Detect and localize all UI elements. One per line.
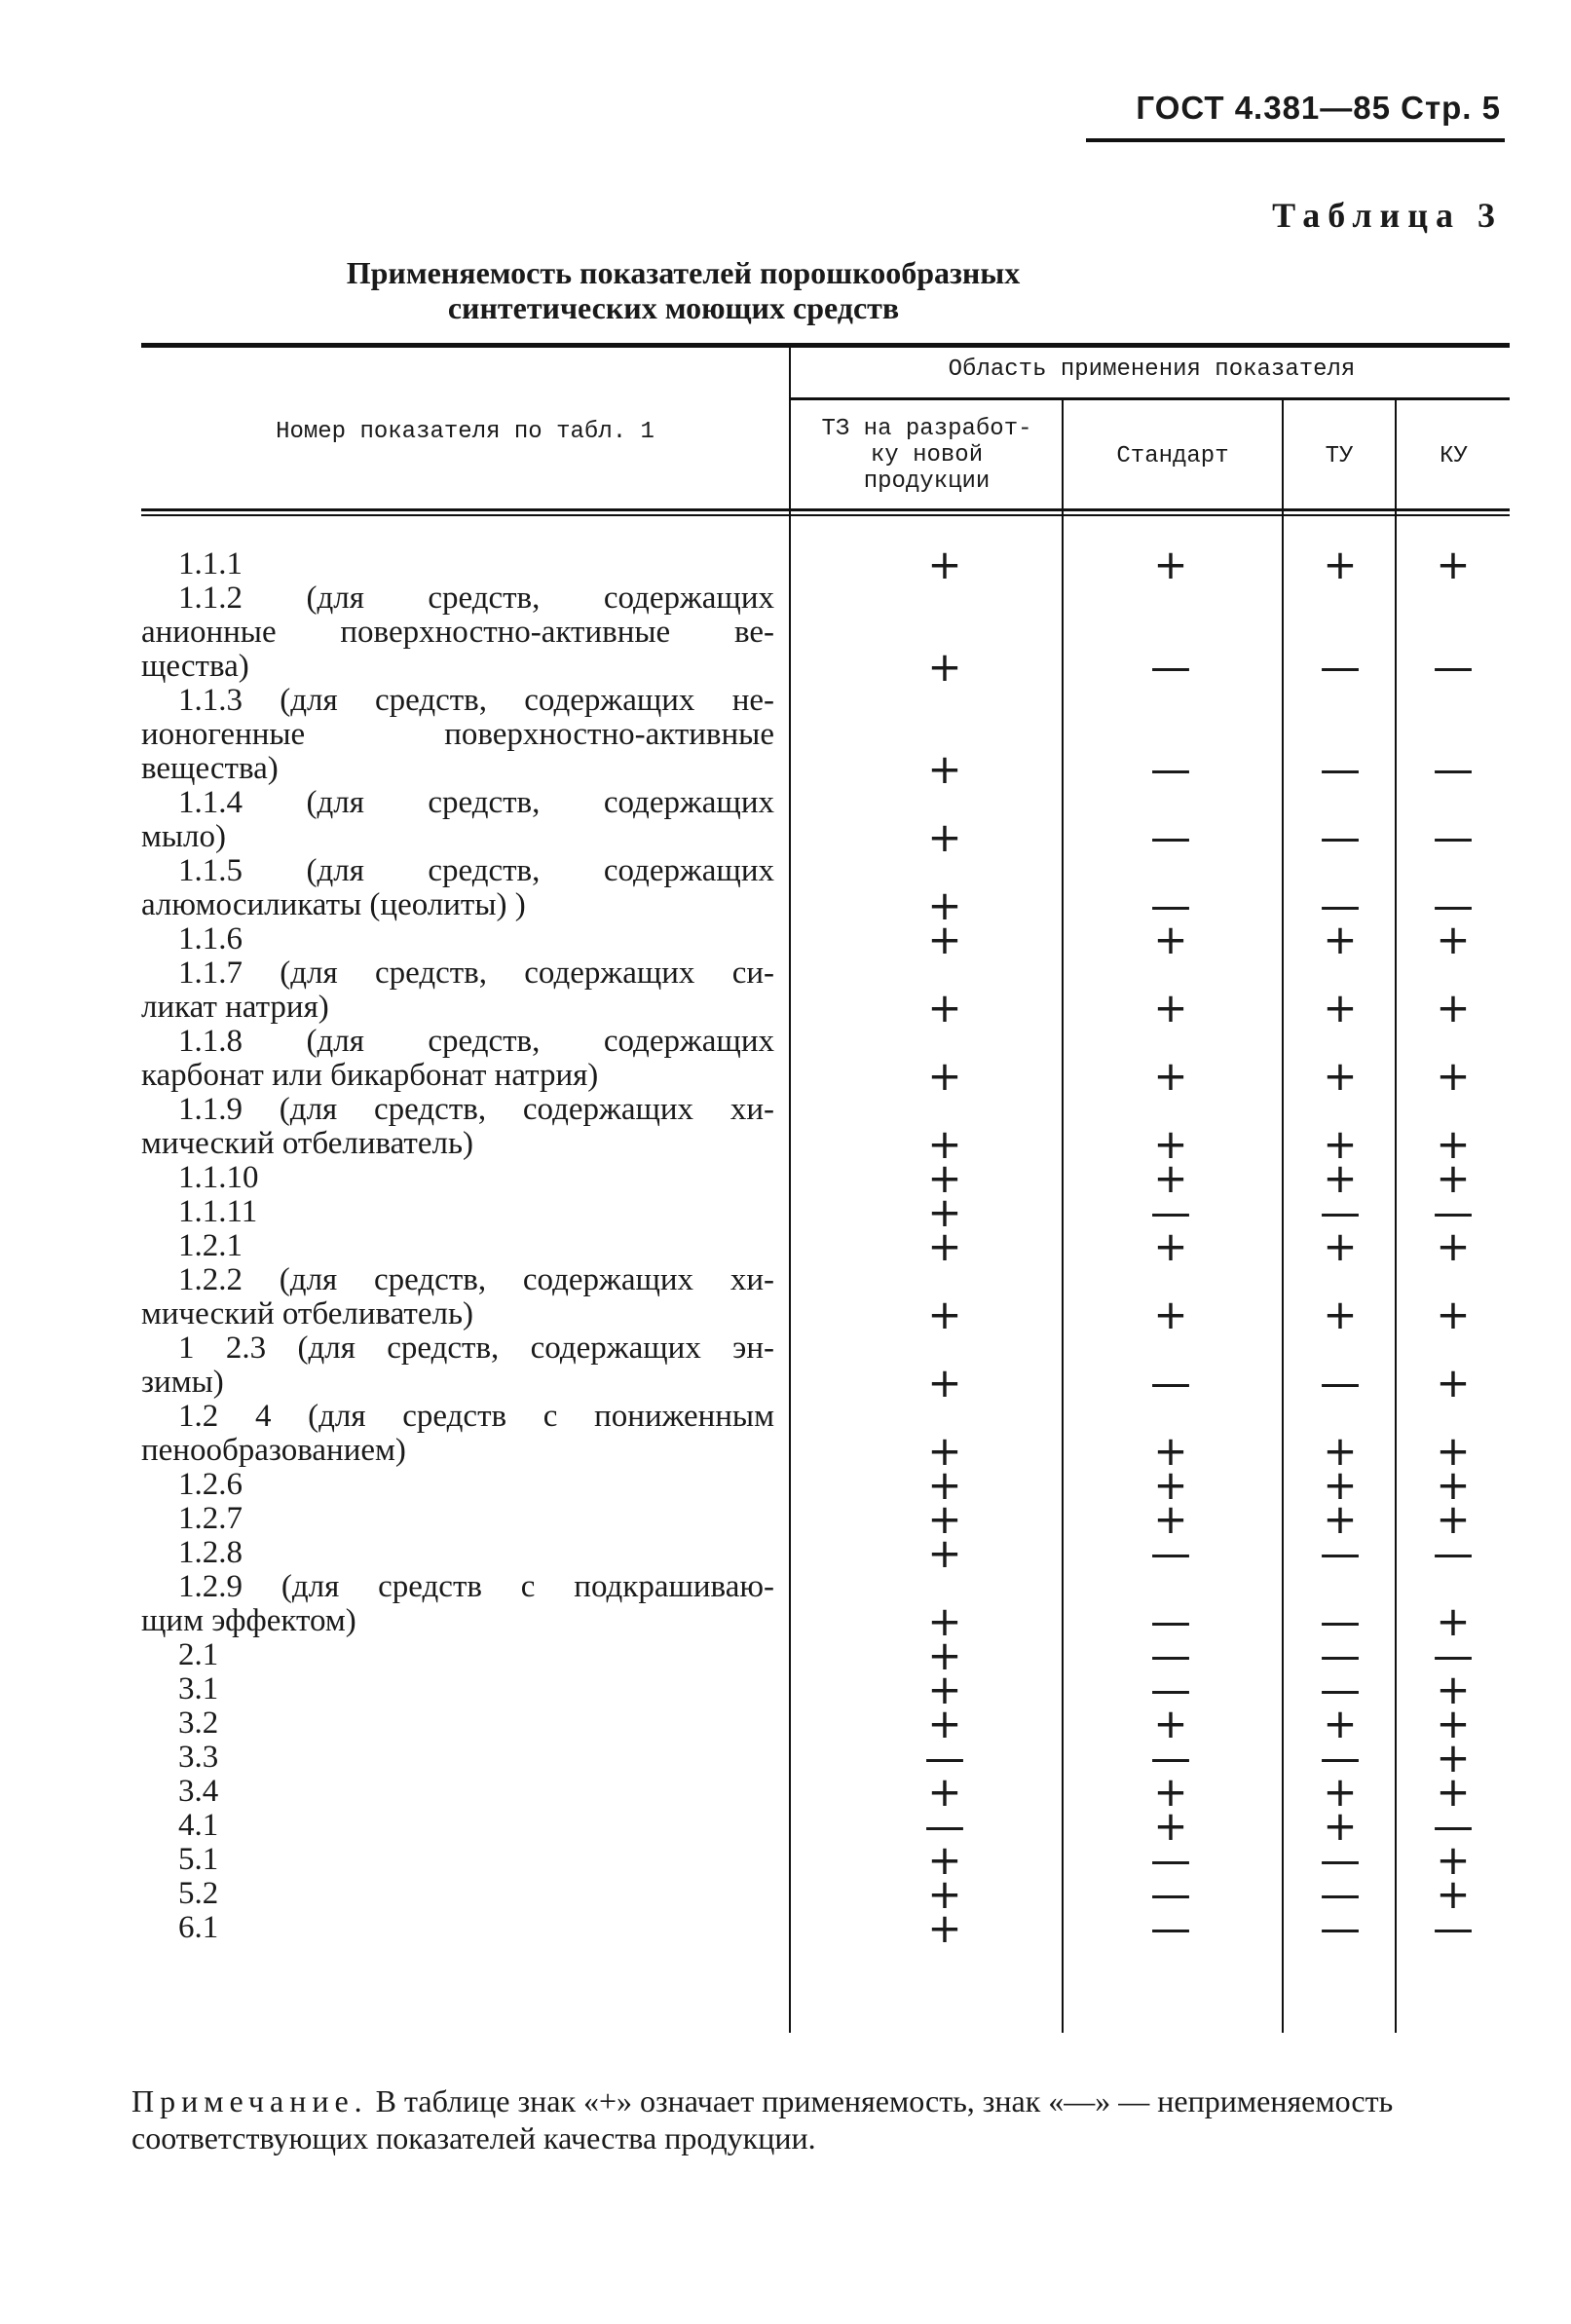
row-label-line: ионогенные поверхностно-активные	[141, 717, 774, 752]
table-mark: —	[1320, 643, 1361, 691]
table-mark: +	[927, 1597, 962, 1645]
table-mark: —	[1320, 1904, 1361, 1952]
table-row-label	[141, 684, 774, 786]
note-text: В таблице знак «+» означает применяемость, знак «—» — неприменяемость соответствующих показателей качества продукции.	[131, 2083, 1394, 2155]
table-mark: +	[1323, 1495, 1358, 1543]
row-label-line: анионные поверхностно-активные ве-	[141, 615, 774, 650]
table-mark: —	[1320, 1666, 1361, 1713]
table-row-label	[141, 1331, 774, 1400]
table-mark: —	[1150, 881, 1191, 929]
table-mark: +	[1153, 1802, 1188, 1850]
header-bottom-rule-2	[141, 514, 1510, 516]
table-mark: —	[1320, 1359, 1361, 1406]
row-label-line: зимы)	[141, 1365, 224, 1400]
table-mark: +	[1436, 1734, 1471, 1781]
table-mark: +	[927, 1359, 962, 1406]
table-mark: +	[927, 984, 962, 1031]
table-mark: +	[1153, 1222, 1188, 1270]
table-mark: —	[1320, 1836, 1361, 1884]
table-mark: —	[1150, 745, 1191, 793]
table-mark: +	[927, 1154, 962, 1202]
table-mark: +	[1436, 1291, 1471, 1338]
column-header-standard: Стандарт	[1116, 443, 1229, 469]
row-label-line: 3.3	[178, 1740, 219, 1775]
row-label-line: 1.1.6	[178, 921, 243, 956]
table-mark: —	[924, 1802, 965, 1850]
table-mark: —	[1320, 1188, 1361, 1236]
column-group-header: Область применения показателя	[948, 356, 1356, 383]
table-mark: +	[1436, 1120, 1471, 1168]
table-mark: +	[927, 1052, 962, 1100]
row-label-line: мический отбеливатель)	[141, 1296, 473, 1331]
table-row-label	[141, 922, 774, 956]
table-mark: —	[1150, 1666, 1191, 1713]
table-mark: +	[927, 1291, 962, 1338]
table-mark: +	[927, 1631, 962, 1679]
table-mark: +	[1323, 1700, 1358, 1747]
table-mark: +	[1436, 1359, 1471, 1406]
table-mark: +	[1153, 1427, 1188, 1475]
table-mark: +	[1436, 916, 1471, 963]
table-mark: +	[1323, 1154, 1358, 1202]
table-mark: +	[1323, 1052, 1358, 1100]
table-mark: +	[1153, 1291, 1188, 1338]
table-mark: +	[1436, 1768, 1471, 1816]
table-mark: —	[1150, 1188, 1191, 1236]
column-header-ku: КУ	[1440, 443, 1468, 469]
table-mark: —	[924, 1734, 965, 1781]
table-mark: —	[1433, 1529, 1474, 1577]
table-row-label	[141, 1502, 774, 1536]
row-label-line: мический отбеливатель)	[141, 1126, 473, 1161]
caption-line: Применяемость показателей порошкообразных	[346, 255, 1021, 290]
table-row-label	[141, 786, 774, 854]
column-header-tu: ТУ	[1325, 443, 1354, 469]
row-label-line: 1.1.4 (для средств, содержащих	[178, 785, 774, 820]
row-label-line: 1.1.2 (для средств, содержащих	[178, 581, 774, 616]
table-row-label	[141, 1877, 774, 1911]
table-mark: +	[1153, 1154, 1188, 1202]
table-mark: +	[1153, 1495, 1188, 1543]
table-row-label	[141, 1161, 774, 1195]
page-header: ГОСТ 4.381—85 Стр. 5	[1136, 90, 1501, 126]
row-label-line: 1.1.11	[178, 1194, 258, 1229]
row-label-line: вещества)	[141, 751, 279, 786]
table-mark: +	[1153, 1052, 1188, 1100]
header-rule	[1086, 138, 1505, 142]
row-label-line: 1.2.8	[178, 1535, 243, 1570]
row-label-line: 1.2.7	[178, 1501, 243, 1536]
row-label-line: 3.4	[178, 1774, 219, 1809]
table-mark: +	[1436, 1222, 1471, 1270]
table-row-label	[141, 1741, 774, 1775]
table-mark: +	[1153, 541, 1188, 588]
table-mark: —	[1150, 1631, 1191, 1679]
table-mark: —	[1433, 881, 1474, 929]
caption-line: синтетических моющих средств	[447, 290, 900, 325]
table-row-label	[141, 1706, 774, 1741]
header-bottom-rule	[141, 508, 1510, 511]
column-divider	[789, 348, 791, 2033]
row-label-line: 5.1	[178, 1842, 219, 1877]
table-mark: +	[927, 1461, 962, 1509]
table-mark: +	[927, 1836, 962, 1884]
row-label-line: 1.2.1	[178, 1228, 243, 1263]
table-mark: +	[1436, 1461, 1471, 1509]
row-label-line: 1.1.7 (для средств, содержащих си-	[178, 956, 774, 991]
table-mark: +	[927, 1427, 962, 1475]
row-label-line: 2.1	[178, 1637, 219, 1672]
row-label-line: 1.2.2 (для средств, содержащих хи-	[178, 1262, 774, 1297]
table-mark: +	[1323, 1291, 1358, 1338]
table-mark: +	[1436, 1154, 1471, 1202]
table-mark: —	[1433, 1904, 1474, 1952]
table-mark: +	[1323, 541, 1358, 588]
note-label: Примечание.	[131, 2083, 368, 2118]
table-mark: +	[927, 1904, 962, 1952]
table-row-label	[141, 581, 774, 684]
table-mark: —	[1433, 745, 1474, 793]
table-mark: +	[1153, 916, 1188, 963]
column-divider	[1282, 400, 1284, 2033]
table-mark: +	[927, 1222, 962, 1270]
table-row-label	[141, 1229, 774, 1263]
table-mark: —	[1433, 643, 1474, 691]
row-label-line: 1 2.3 (для средств, содержащих эн-	[178, 1331, 774, 1366]
table-mark: +	[927, 1495, 962, 1543]
table-mark: +	[1323, 916, 1358, 963]
table-mark: +	[927, 1870, 962, 1918]
row-label-line: 1.1.8 (для средств, содержащих	[178, 1024, 774, 1059]
table-row-label	[141, 1468, 774, 1502]
column-divider	[1395, 400, 1397, 2033]
table-row-label	[141, 854, 774, 922]
table-mark: +	[927, 881, 962, 929]
row-label-line: 4.1	[178, 1808, 219, 1843]
table-mark: —	[1433, 1188, 1474, 1236]
table-mark: +	[1153, 1768, 1188, 1816]
table-mark: +	[1323, 1802, 1358, 1850]
table-mark: +	[927, 643, 962, 691]
table-mark: —	[1320, 1631, 1361, 1679]
table-row-label	[141, 1911, 774, 1945]
column-header-tz	[794, 416, 1060, 495]
row-label-line: пенообразованием)	[141, 1433, 406, 1468]
table-row-label	[141, 1400, 774, 1468]
table-mark: —	[1150, 1836, 1191, 1884]
table-mark: +	[1153, 1461, 1188, 1509]
table-mark: +	[1323, 1461, 1358, 1509]
column-header-indicator: Номер показателя по табл. 1	[276, 419, 655, 445]
table-mark: +	[1323, 1120, 1358, 1168]
table-mark: —	[1150, 1359, 1191, 1406]
table-mark: —	[1150, 813, 1191, 861]
table-mark: +	[927, 1768, 962, 1816]
table-mark: +	[1436, 984, 1471, 1031]
table-mark: +	[1436, 1495, 1471, 1543]
table-mark: +	[1436, 1836, 1471, 1884]
table-mark: —	[1320, 745, 1361, 793]
table-mark: —	[1150, 643, 1191, 691]
table-mark: +	[927, 1529, 962, 1577]
table-mark: +	[1323, 1427, 1358, 1475]
table-row-label	[141, 1672, 774, 1706]
table-mark: +	[927, 541, 962, 588]
table-row-label	[141, 1638, 774, 1672]
row-label-line: 1.2.6	[178, 1467, 243, 1502]
table-mark: +	[927, 1120, 962, 1168]
table-mark: —	[1320, 1734, 1361, 1781]
row-label-line: 1.1.5 (для средств, содержащих	[178, 853, 774, 888]
row-label-line: мыло)	[141, 819, 227, 854]
table-caption	[0, 255, 1571, 325]
row-label-line: 1.2.9 (для средств с подкрашиваю-	[178, 1569, 774, 1604]
row-label-line: алюмосиликаты (цеолиты) )	[141, 887, 526, 922]
table-mark: —	[1433, 1631, 1474, 1679]
table-mark: +	[927, 745, 962, 793]
table-row-label	[141, 1263, 774, 1331]
table-row-label	[141, 1843, 774, 1877]
table-row-label	[141, 1195, 774, 1229]
table-mark: +	[1436, 1870, 1471, 1918]
row-label-line: 1.2 4 (для средств с пониженным	[178, 1399, 774, 1434]
table-row-label	[141, 547, 774, 581]
table-mark: —	[1320, 813, 1361, 861]
tz-line: продукции	[863, 469, 991, 495]
row-label-line: щим эффектом)	[141, 1603, 356, 1638]
table-mark: +	[1323, 1222, 1358, 1270]
table-mark: —	[1150, 1904, 1191, 1952]
table-mark: +	[1153, 1120, 1188, 1168]
table-mark: +	[927, 916, 962, 963]
table-row-label	[141, 1093, 774, 1161]
table-mark: —	[1150, 1529, 1191, 1577]
table-mark: +	[1153, 1700, 1188, 1747]
table-mark: —	[1433, 1802, 1474, 1850]
table-mark: —	[1150, 1870, 1191, 1918]
table-mark: +	[1153, 984, 1188, 1031]
row-label-line: 3.2	[178, 1706, 219, 1741]
table-mark: +	[1436, 541, 1471, 588]
table-row-label	[141, 1025, 774, 1093]
table-mark: +	[1323, 984, 1358, 1031]
table-row-label	[141, 1809, 774, 1843]
table-mark: +	[1436, 1700, 1471, 1747]
group-header-rule	[791, 397, 1510, 400]
row-label-line: 3.1	[178, 1671, 219, 1706]
table-mark: —	[1320, 1870, 1361, 1918]
table-label: Таблица 3	[1272, 196, 1503, 235]
table-mark: +	[1436, 1052, 1471, 1100]
table-mark: +	[927, 1666, 962, 1713]
row-label-line: ликат натрия)	[141, 990, 329, 1025]
table-row-label	[141, 1570, 774, 1638]
table-mark: —	[1320, 1529, 1361, 1577]
row-label-line: 1.1.10	[178, 1160, 259, 1195]
table-row-label	[141, 1775, 774, 1809]
table-row-label	[141, 1536, 774, 1570]
tz-line: ТЗ на разработ-	[821, 416, 1032, 442]
row-label-line: 5.2	[178, 1876, 219, 1911]
tz-line: ку новой	[870, 442, 984, 469]
table-mark: +	[1436, 1666, 1471, 1713]
table-mark: +	[1323, 1768, 1358, 1816]
table-mark: —	[1320, 881, 1361, 929]
table-mark: —	[1320, 1597, 1361, 1645]
column-divider	[1062, 400, 1064, 2033]
table-mark: —	[1433, 813, 1474, 861]
row-label-line: 6.1	[178, 1910, 219, 1945]
row-label-line: 1.1.9 (для средств, содержащих хи-	[178, 1092, 774, 1127]
table-mark: +	[927, 1188, 962, 1236]
row-label-line: щества)	[141, 649, 249, 684]
row-label-line: 1.1.3 (для средств, содержащих не-	[178, 683, 774, 718]
table-mark: +	[1436, 1597, 1471, 1645]
table-note	[131, 2082, 1505, 2156]
table-mark: +	[1436, 1427, 1471, 1475]
table-mark: +	[927, 813, 962, 861]
table-mark: —	[1150, 1734, 1191, 1781]
table-top-rule	[141, 343, 1510, 348]
row-label-line: 1.1.1	[178, 546, 243, 581]
table-mark: +	[927, 1700, 962, 1747]
row-label-line: карбонат или бикарбонат натрия)	[141, 1058, 599, 1093]
table-mark: —	[1150, 1597, 1191, 1645]
table-row-label	[141, 956, 774, 1025]
